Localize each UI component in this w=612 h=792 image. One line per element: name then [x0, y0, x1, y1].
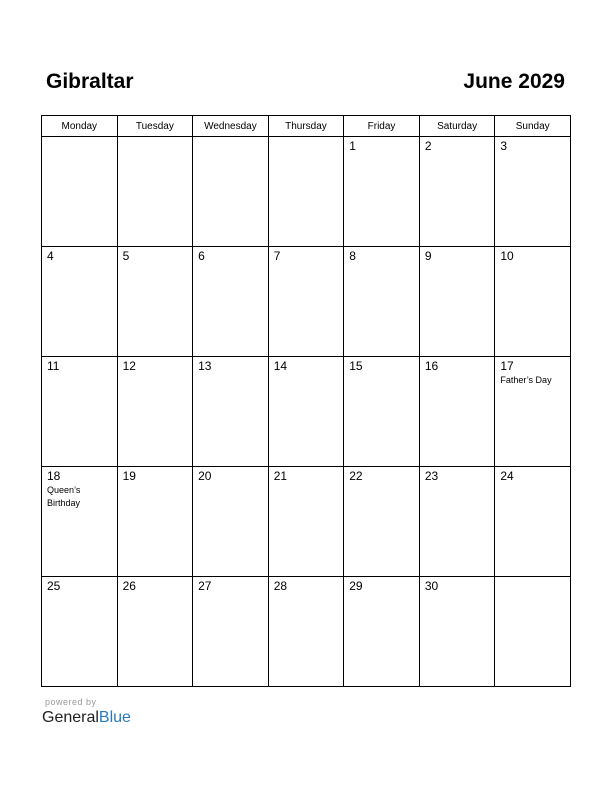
- week-row: [42, 467, 571, 577]
- day-number: 13: [198, 359, 212, 373]
- day-number: 11: [47, 359, 60, 373]
- day-cell: [344, 467, 420, 577]
- day-number: 28: [273, 579, 288, 593]
- day-cell: [419, 357, 495, 467]
- weekday-thursday: Thursday: [268, 116, 344, 137]
- day-cell: [193, 577, 269, 687]
- day-number: [495, 577, 570, 580]
- day-number: 23: [424, 469, 439, 483]
- day-cell: [495, 357, 571, 467]
- day-cell: [495, 577, 571, 687]
- month-year-title: June 2029: [463, 70, 565, 93]
- day-cell: [268, 247, 344, 357]
- brand-blue: Blue: [98, 709, 131, 726]
- day-number: 14: [273, 359, 288, 373]
- day-cell: [419, 577, 495, 687]
- day-cell: [344, 247, 420, 357]
- week-row: [42, 577, 571, 687]
- day-cell: [495, 247, 571, 357]
- brand-general: General: [42, 709, 99, 726]
- day-cell: [268, 357, 344, 467]
- day-number: 5: [122, 249, 130, 263]
- day-number: 29: [349, 579, 363, 593]
- week-row: [42, 357, 571, 467]
- day-number: 26: [122, 579, 136, 593]
- day-cell: [117, 357, 193, 467]
- day-cell: [419, 467, 495, 577]
- day-cell: [268, 137, 344, 247]
- day-number: 8: [349, 249, 356, 263]
- day-cell: [495, 137, 571, 247]
- weekday-friday: Friday: [344, 116, 420, 137]
- day-number: 6: [198, 249, 205, 263]
- day-number: 1: [349, 139, 356, 153]
- day-number: 30: [424, 579, 439, 593]
- day-number: [193, 137, 268, 140]
- day-number: 22: [349, 469, 363, 483]
- day-cell: [268, 577, 344, 687]
- weekday-header-row: [42, 116, 571, 137]
- day-cell: [42, 577, 118, 687]
- day-number: [118, 137, 193, 140]
- day-number: 21: [273, 469, 288, 483]
- weekday-monday: Monday: [42, 116, 118, 137]
- day-number: 7: [273, 249, 281, 263]
- day-cell: [42, 357, 118, 467]
- holiday-label: Queen’s Birthday: [47, 485, 81, 508]
- day-cell: [117, 247, 193, 357]
- day-cell: [117, 577, 193, 687]
- day-cell: [193, 357, 269, 467]
- day-cell: [344, 137, 420, 247]
- powered-by-text: powered by: [45, 697, 97, 707]
- day-cell: [193, 137, 269, 247]
- day-number: 19: [122, 469, 136, 483]
- weekday-saturday: Saturday: [419, 116, 495, 137]
- day-number: 15: [349, 359, 363, 373]
- day-number: 4: [47, 249, 54, 263]
- generalblue-logo[interactable]: [42, 709, 131, 727]
- day-cell: [193, 247, 269, 357]
- day-number: 24: [500, 469, 514, 483]
- day-number: 3: [500, 139, 508, 153]
- calendar-grid: [41, 115, 571, 687]
- week-row: [42, 137, 571, 247]
- day-cell: [419, 247, 495, 357]
- day-cell: [117, 137, 193, 247]
- day-cell: [42, 467, 118, 577]
- day-number: 18: [47, 469, 61, 483]
- day-number: 27: [198, 579, 212, 593]
- day-cell: [495, 467, 571, 577]
- day-number: 9: [424, 249, 432, 263]
- day-cell: [42, 247, 118, 357]
- day-number: 16: [424, 359, 439, 373]
- day-cell: [344, 577, 420, 687]
- day-cell: [268, 467, 344, 577]
- day-cell: [117, 467, 193, 577]
- weekday-sunday: Sunday: [495, 116, 571, 137]
- day-number: 17: [500, 359, 514, 373]
- weekday-wednesday: Wednesday: [193, 116, 269, 137]
- day-number: 20: [198, 469, 212, 483]
- day-cell: [193, 467, 269, 577]
- day-number: 25: [47, 579, 61, 593]
- day-cell: [42, 137, 118, 247]
- day-number: [42, 137, 117, 140]
- weekday-tuesday: Tuesday: [117, 116, 193, 137]
- day-number: 10: [500, 249, 514, 263]
- country-title: Gibraltar: [46, 70, 134, 93]
- day-cell: [344, 357, 420, 467]
- holiday-label: Father’s Day: [500, 375, 552, 385]
- day-cell: [419, 137, 495, 247]
- day-number: [269, 137, 344, 140]
- week-row: [42, 247, 571, 357]
- day-number: 12: [122, 359, 136, 373]
- day-number: 2: [424, 139, 432, 153]
